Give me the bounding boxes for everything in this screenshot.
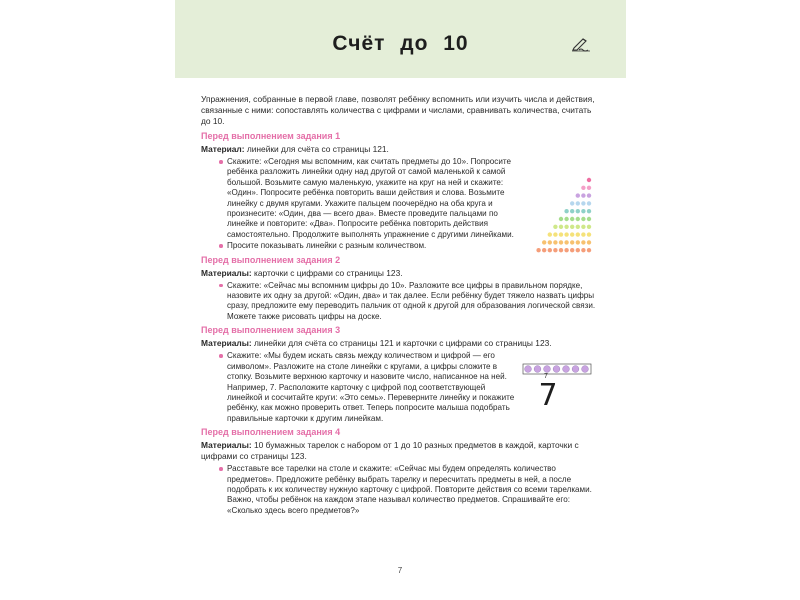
bead bbox=[553, 225, 557, 229]
list-item: Скажите: «Сегодня мы вспомним, как считать предметы до 10». Попросите ребёнка разложить линейки одну над другой от самой маленькой к самой большой. Возьмите самую маленькую, укажите на круг на ней и скажите: «Один». Попросите ребёнка повторить ваши действия и слова. Возьмите линейку с двумя кругами. Укажите пальцем поочерёдно на оба круга и произнесите: «Один, два — всего два». Вместе проведите пальцами по линейке и повторите: «Два». Попросите ребёнка повторить действия самостоятельно. Продолжите выполнять упражнение с другими линейками. bbox=[219, 157, 527, 240]
card-small-digit: 7 bbox=[544, 373, 548, 380]
list-item: Просите показывать линейки с разным количеством. bbox=[219, 241, 596, 251]
bullet-list bbox=[201, 464, 596, 516]
bead bbox=[570, 240, 574, 244]
bead bbox=[559, 217, 563, 221]
bead bbox=[587, 209, 591, 213]
list-item: Скажите: «Сейчас мы вспомним цифры до 10». Разложите все цифры в правильном порядке, назовите их одну за другой: «Один, два» и так далее. Если ребёнку будет тяжело назвать цифры сразу, предложите ему переводить пальчик от одной к другой для образования логической связи. Можете также рисовать цифры на доске. bbox=[219, 281, 596, 323]
bead bbox=[553, 248, 557, 252]
bead bbox=[576, 201, 580, 205]
materials-text: карточки с цифрами со страницы 123. bbox=[251, 267, 403, 278]
bead bbox=[581, 248, 585, 252]
section-heading: Перед выполнением задания 4 bbox=[201, 427, 341, 438]
pen-writing-icon bbox=[571, 38, 591, 52]
list-item: Расставьте все тарелки на столе и скажите: «Сейчас мы будем определять количество предметов». Предложите ребёнку выбрать тарелку и пересчитать предметы в ней, а после подобрать к их количеству нужную карточку с цифрой. Повторите действия со всеми тарелками. Важно, чтобы ребёнок на каждом этапе называл количество предметов. Спрашивайте его: «Сколько здесь всего предметов?» bbox=[219, 464, 596, 516]
bead bbox=[564, 225, 568, 229]
bead bbox=[564, 232, 568, 236]
content-body bbox=[201, 94, 596, 517]
bead bbox=[570, 225, 574, 229]
bead bbox=[542, 240, 546, 244]
bead bbox=[587, 225, 591, 229]
bead bbox=[587, 186, 591, 190]
materials-line bbox=[201, 268, 596, 279]
bead bbox=[559, 232, 563, 236]
bead bbox=[559, 248, 563, 252]
section-heading: Перед выполнением задания 3 bbox=[201, 325, 341, 336]
bead bbox=[587, 240, 591, 244]
materials-label: Материалы: bbox=[201, 440, 252, 451]
card-bead bbox=[563, 366, 570, 373]
bead bbox=[536, 248, 540, 252]
bead bbox=[581, 209, 585, 213]
materials-line bbox=[201, 338, 596, 349]
title-band bbox=[175, 0, 626, 78]
bead bbox=[548, 240, 552, 244]
bead bbox=[576, 232, 580, 236]
bead bbox=[581, 201, 585, 205]
card-bead bbox=[544, 366, 551, 373]
intro-paragraph: Упражнения, собранные в первой главе, позволят ребёнку вспомнить или изучить числа и действия, связанные с ними: сопоставлять количества с цифрами и числами, сравнивать количества, считать до 10. bbox=[201, 94, 595, 126]
bead bbox=[587, 201, 591, 205]
card-bead bbox=[534, 366, 541, 373]
card-large-digit: 7 bbox=[538, 378, 558, 413]
bead bbox=[576, 225, 580, 229]
materials-label: Материал: bbox=[201, 144, 245, 154]
materials-line bbox=[201, 440, 596, 462]
bead bbox=[581, 232, 585, 236]
bead bbox=[581, 193, 585, 197]
bead bbox=[548, 232, 552, 236]
bead bbox=[587, 217, 591, 221]
bead bbox=[548, 248, 552, 252]
materials-label: Материалы: bbox=[201, 338, 252, 349]
card-bead bbox=[525, 366, 532, 373]
list-item: Скажите: «Мы будем искать связь между количеством и цифрой — его символом». Разложите на столе линейки с кругами, а цифры сложите в стопку. Возьмите верхнюю карточку и назовите число, написанное на ней. Например, 7. Расположите карточку с цифрой под соответствующей линейкой и сосчитайте круги: «Это семь». Переверните линейку и покажите ребёнку, как можно проверить ответ. Теперь попросите малыша подобрать правильные карточки к другим линейкам. bbox=[219, 351, 522, 424]
bead bbox=[587, 232, 591, 236]
bead bbox=[570, 201, 574, 205]
bead bbox=[587, 248, 591, 252]
bead bbox=[559, 225, 563, 229]
bead bbox=[564, 240, 568, 244]
card-bead bbox=[582, 366, 589, 373]
bead bbox=[570, 209, 574, 213]
number-card-illustration bbox=[522, 362, 592, 418]
materials-text: линейки для счёта со страницы 121. bbox=[244, 144, 389, 154]
page-number: 7 bbox=[397, 566, 403, 575]
bead bbox=[576, 240, 580, 244]
bead-row-icon bbox=[522, 363, 592, 375]
card-bead bbox=[553, 366, 560, 373]
bead bbox=[570, 232, 574, 236]
bead bbox=[570, 248, 574, 252]
bead bbox=[542, 248, 546, 252]
bead bbox=[564, 248, 568, 252]
bead bbox=[564, 217, 568, 221]
section-heading: Перед выполнением задания 2 bbox=[201, 254, 341, 265]
materials-text: линейки для счёта со страницы 121 и карточки с цифрами со страницы 123. bbox=[251, 338, 552, 349]
bead bbox=[581, 217, 585, 221]
bead bbox=[581, 186, 585, 190]
bead bbox=[564, 209, 568, 213]
materials-text: 10 бумажных тарелок с набором от 1 до 10 разных предметов в каждой, карточки с цифрами со страницы 123. bbox=[201, 440, 579, 462]
bead bbox=[570, 217, 574, 221]
counting-rulers-illustration bbox=[532, 176, 592, 262]
bead bbox=[576, 193, 580, 197]
bead bbox=[581, 225, 585, 229]
bead bbox=[559, 240, 563, 244]
bead bbox=[553, 240, 557, 244]
section-task-4 bbox=[201, 427, 596, 516]
materials-label: Материалы: bbox=[201, 267, 252, 278]
section-task-2 bbox=[201, 255, 596, 323]
bead bbox=[576, 209, 580, 213]
section-heading: Перед выполнением задания 1 bbox=[201, 131, 341, 141]
bead bbox=[587, 178, 591, 182]
materials-line bbox=[201, 144, 596, 155]
bead bbox=[553, 232, 557, 236]
card-bead bbox=[572, 366, 579, 373]
bullet-list bbox=[201, 281, 596, 323]
page-title: Счёт до 10 bbox=[332, 32, 469, 55]
bead bbox=[587, 193, 591, 197]
bead bbox=[576, 217, 580, 221]
bead bbox=[581, 240, 585, 244]
bead bbox=[576, 248, 580, 252]
